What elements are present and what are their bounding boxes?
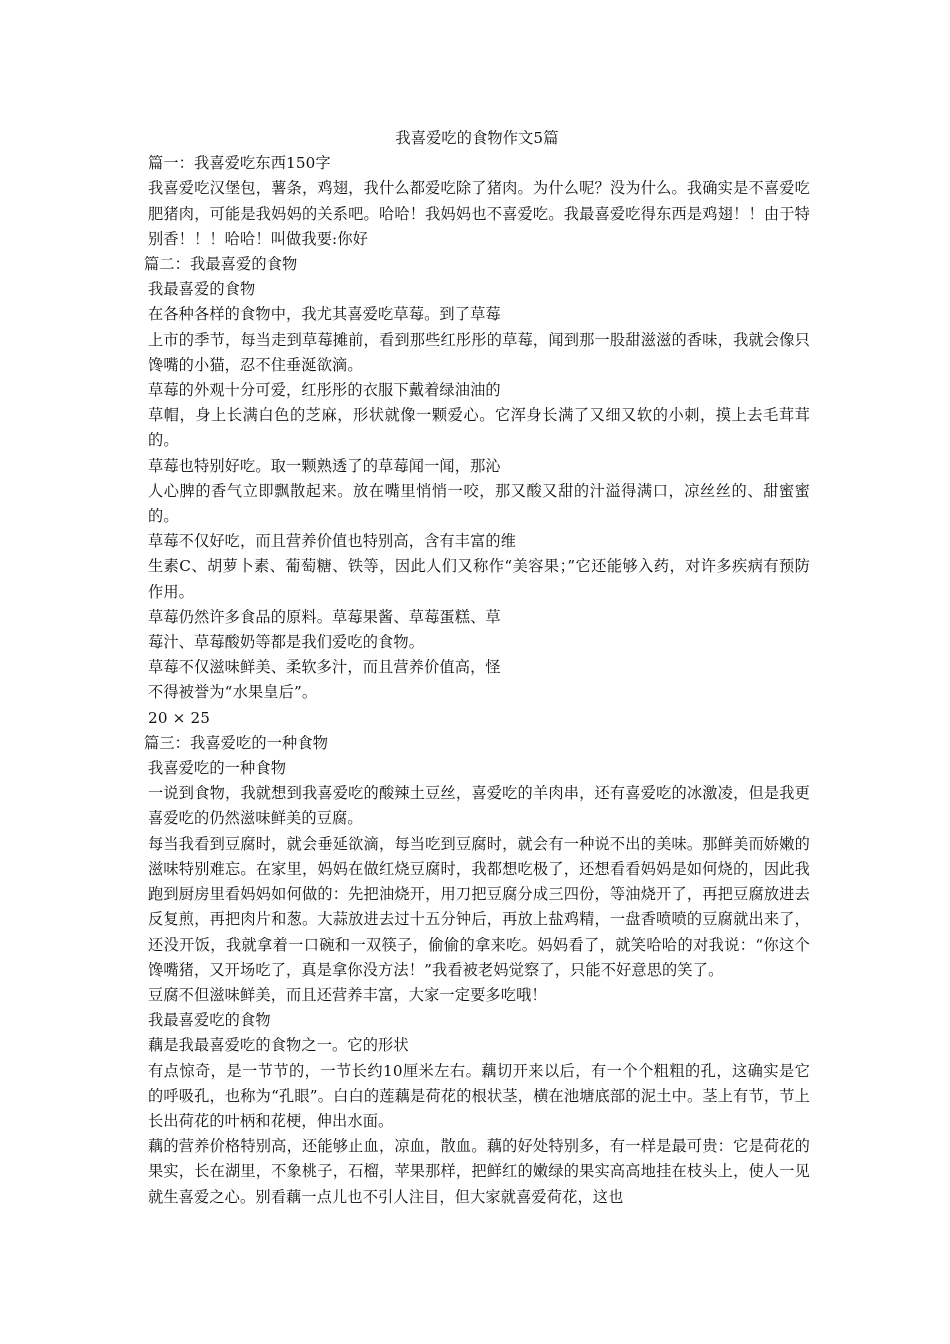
paragraph: 草帽，身上长满白色的芝麻，形状就像一颗爱心。它浑身长满了又细又软的小刺，摸上去毛茸茸的。 — [148, 406, 810, 450]
paragraph: 一说到食物，我就想到我喜爱吃的酸辣土豆丝，喜爱吃的羊肉串，还有喜爱吃的冰激凌，但是我更喜爱吃的仍然滋味鲜美的豆腐。 — [148, 784, 810, 828]
paragraph: 每当我看到豆腐时，就会垂延欲滴，每当吃到豆腐时，就会有一种说不出的美味。那鲜美而娇嫩的滋味特别难忘。在家里，妈妈在做红烧豆腐时，我都想吃极了，还想看看妈妈是如何烧的，因此我跑到厨房里看妈妈如何做的：先把油烧开，用刀把豆腐分成三四份，等油烧开了，再把豆腐放进去反复煎，再把肉片和葱。大蒜放进去过十五分钟后，再放上盐鸡精，一盘香喷喷的豆腐就出来了，还没开饭，我就拿着一口碗和一双筷子，偷偷的拿来吃。妈妈看了，就笑哈哈的对我说：“你这个馋嘴猪，又开场吃了，真是拿你没方法！”我看被老妈觉察了，只能不好意思的笑了。 — [148, 834, 810, 979]
paragraph: 有点惊奇，是一节节的，一节长约10厘米左右。藕切开来以后，有一个个粗粗的孔，这确实是它的呼吸孔，也称为“孔眼”。白白的莲藕是荷花的根状茎，横在池塘底部的泥土中。茎上有节，节上长出荷花的叶柄和花梗，伸出水面。 — [148, 1061, 810, 1130]
paragraph: 豆腐不但滋味鲜美，而且还营养丰富，大家一定要多吃哦！ — [148, 985, 547, 1004]
paragraph: 莓汁、草莓酸奶等都是我们爱吃的食物。 — [148, 633, 425, 652]
paragraph: 我喜爱吃的一种食物 — [148, 759, 287, 778]
paragraph: 篇三：我喜爱吃的一种食物 — [144, 733, 329, 752]
paragraph: 人心脾的香气立即飘散起来。放在嘴里悄悄一咬，那又酸又甜的汁溢得满口，凉丝丝的、甜蜜蜜的。 — [148, 481, 810, 526]
paragraph: 我喜爱吃汉堡包，薯条，鸡翅，我什么都爱吃除了猪肉。为什么呢？没为什么。我确实是不喜爱吃肥猪肉，可能是我妈妈的关系吧。哈哈！我妈妈也不喜爱吃。我最喜爱吃得东西是鸡翅！！由于特别香！！！哈哈！叫做我要:你好 — [148, 179, 810, 248]
paragraph: 上市的季节，每当走到草莓摊前，看到那些红彤彤的草莓，闻到那一股甜滋滋的香味，我就会像只馋嘴的小猫，忍不住垂涎欲滴。 — [148, 330, 810, 374]
document-page — [144, 126, 810, 1210]
document-title: 我喜爱吃的食物作文5篇 — [395, 129, 559, 147]
paragraph: 20 × 25 — [148, 708, 211, 727]
paragraph: 草莓不仅滋味鲜美、柔软多汁，而且营养价值高，怪 — [148, 658, 501, 677]
paragraph: 藕的营养价格特别高，还能够止血，凉血，散血。藕的好处特别多，有一样是最可贵：它是荷花的果实，长在湖里，不象桃子，石榴，苹果那样，把鲜红的嫩绿的果实高高地挂在枝头上，使人一见就生喜爱之心。别看藕一点儿也不引人注目，但大家就喜爱荷花，这也 — [148, 1137, 810, 1206]
paragraph: 篇二：我最喜爱的食物 — [144, 255, 298, 274]
paragraph: 我最喜爱的食物 — [148, 280, 256, 299]
document-body — [144, 151, 810, 1210]
paragraph: 草莓仍然许多食品的原料。草莓果酱、草莓蛋糕、草 — [148, 607, 501, 626]
paragraph: 生素C、胡萝卜素、葡萄糖、铁等，因此人们又称作“美容果；”它还能够入药，对许多疾病有预防作用。 — [148, 557, 810, 601]
paragraph: 不得被誉为“水果皇后”。 — [148, 683, 318, 702]
paragraph: 草莓不仅好吃，而且营养价值也特别高，含有丰富的维 — [148, 532, 517, 551]
paragraph: 草莓也特别好吃。取一颗熟透了的草莓闻一闻，那沁 — [148, 456, 501, 475]
paragraph: 在各种各样的食物中，我尤其喜爱吃草莓。到了草莓 — [148, 305, 501, 324]
paragraph: 藕是我最喜爱吃的食物之一。它的形状 — [148, 1036, 409, 1055]
paragraph: 篇一：我喜爱吃东西150字 — [148, 154, 331, 173]
paragraph: 草莓的外观十分可爱，红彤彤的衣服下戴着绿油油的 — [148, 381, 501, 400]
paragraph: 我最喜爱吃的食物 — [148, 1011, 271, 1030]
